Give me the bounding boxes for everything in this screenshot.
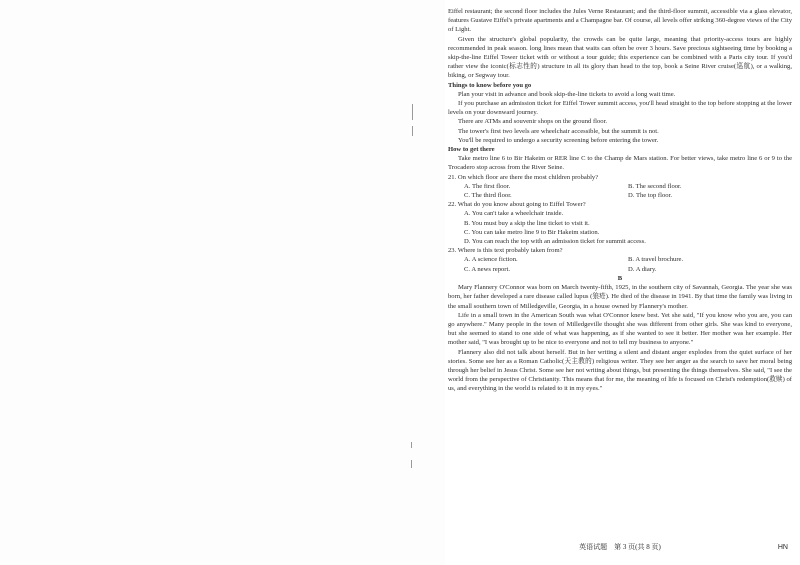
margin-mark-3 (411, 442, 412, 448)
section-b-heading: B (617, 274, 623, 282)
margin-mark-2 (412, 126, 413, 136)
exam-page (448, 7, 792, 557)
know-item: Plan your visit in advance and book skip-the-line tickets to avoid a long wait time. (458, 90, 676, 98)
question-22-stem: 22. What do you know about going to Eiffel Tower? (448, 201, 586, 209)
know-item: If you purchase an admission ticket for Eiffel Tower summit access, you'll head straight to the top before stopping at the lower levels on your downward journey. (448, 100, 792, 117)
option-a: A. The first floor. (464, 182, 511, 190)
question-21-stem: 21. On which floor are there the most children probably? (448, 173, 599, 181)
exam-code: HN (777, 544, 788, 551)
option-c: C. A news report. (464, 265, 510, 273)
option-b: B. You must buy a skip the line ticket to visit it. (464, 219, 590, 227)
paragraph-restaurant: Eiffel restaurant; the second floor includes the Jules Verne Restaurant; and the third-floor summit, accessible via a glass elevator, features Gustave Eiffel's private apartments and a Champagne bar. Of course, all levels offer striking 360-degree views of the City of Light. (448, 8, 792, 34)
passage-b-paragraph: Flannery also did not talk about herself. But in her writing a silent and distant anger explodes from the quiet surface of her stories. Some see her as a Roman Catholic(天主教的) religious writer. They see her anger as the search to save her moral being through her belief in Jesus Christ. Some see her not writing about things, but presenting the things themselves. She said, "I see the world from the perspective of Christianity. This means that for me, the meaning of life is focused on Christ's redemption(救赎) of us, and everything in the world is related to it in my eyes." (448, 348, 792, 393)
page-number: 英语试题 第 3 页(共 8 页) (579, 543, 661, 551)
margin-mark-4 (411, 460, 412, 468)
option-b: B. The second floor. (628, 182, 682, 190)
passage-b-paragraph: Mary Flannery O'Connor was born on March twenty-fifth, 1925, in the southern city of Savannah, Georgia. The year she was born, her father developed a rare disease called lupus (狼疮). He died of the disease in 1941. By that time the family was living in the small southern town of Milledgeville, Georgia, in a house owned by Flannery's mother. (448, 284, 792, 310)
option-d: D. The top floor. (628, 192, 673, 200)
question-21-options (464, 182, 792, 200)
know-item: The tower's first two levels are wheelchair accessible, but the summit is not. (458, 127, 659, 135)
option-c: C. You can take metro line 9 to Bir Hakeim station. (464, 228, 600, 236)
option-c: C. The third floor. (464, 192, 512, 200)
passage-b-paragraph: Life in a small town in the American South was what O'Connor knew best. Yet she said, "If you know who you are, you can go anywhere." Many people in the town of Milledgeville thought she was different from other girls. She was kind to everyone, but she seemed to stand to one side of what was happening, as if she wanted to see it better. Her mother was her example. Her mother said, "I was brought up to be nice to everyone and not to tell my business to anyone." (448, 311, 792, 347)
directions-text: Take metro line 6 to Bir Hakeim or RER line C to the Champ de Mars station. For better views, take metro line 6 or 9 to the Trocadero stop across from the River Seine. (448, 155, 792, 172)
paragraph-crowds: Given the structure's global popularity, the crowds can be quite large, meaning that priority-access tours are highly recommended in peak season. long lines mean that waits can often be over 3 hours. Save precious sightseeing time by booking a skip-the-line Eiffel Tower ticket with or without a tour guide; this experience can be combined with a Paris city tour. If you'd rather view the iconic(标志性的) structure in all its glory than head to the top, book a Seine River cruise(巡航), or a walking, biking, or Segway tour. (448, 35, 792, 80)
know-item: There are ATMs and souvenir shops on the ground floor. (458, 118, 608, 126)
heading-how-to-get-there: How to get there (448, 146, 495, 154)
question-23-options (464, 255, 792, 273)
option-a: A. You can't take a wheelchair inside. (464, 210, 564, 218)
option-d: D. A diary. (628, 265, 657, 273)
know-item: You'll be required to undergo a security screening before entering the tower. (458, 136, 659, 144)
option-b: B. A travel brochure. (628, 256, 684, 264)
heading-things-to-know: Things to know before you go (448, 81, 532, 89)
option-a: A. A science fiction. (464, 256, 518, 264)
question-23-stem: 23. Where is this text probably taken from? (448, 247, 563, 255)
option-d: D. You can reach the top with an admission ticket for summit access. (464, 238, 646, 246)
margin-mark-1 (412, 104, 413, 120)
